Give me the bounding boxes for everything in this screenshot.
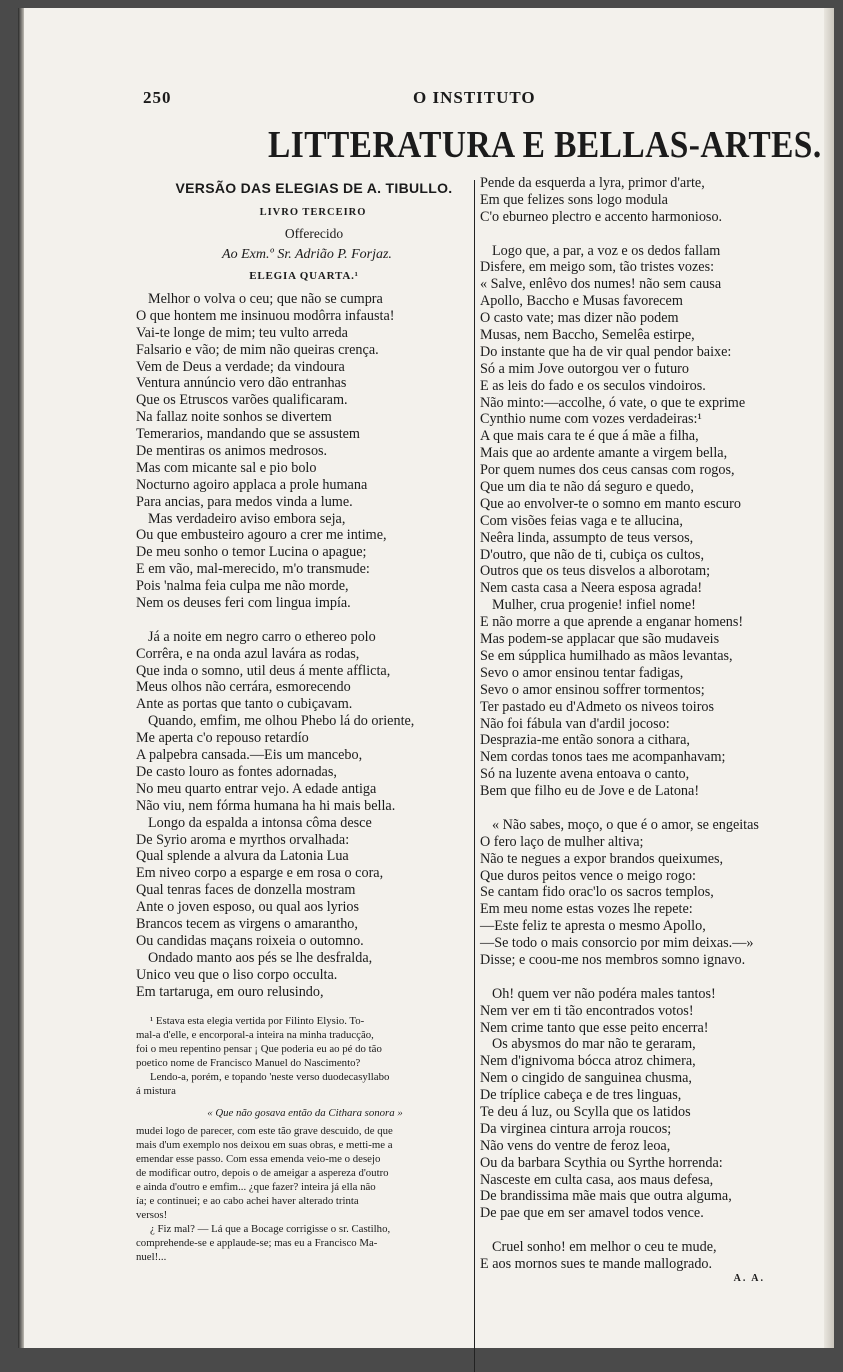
verse-line: De brandissima mãe mais que outra alguma, xyxy=(480,1188,732,1205)
footnote-line: e ainda d'outro e emfim... ¿que fazer? inteira já ella não xyxy=(136,1181,376,1194)
footnote-line: ía; e continuei; e ao cabo achei haver alterado trinta xyxy=(136,1195,359,1208)
footnote-line: mudei logo de parecer, com este tão grave descuido, de que xyxy=(136,1125,393,1138)
verse-line: Sevo o amor ensinou soffrer tormentos; xyxy=(480,681,705,698)
footnote-line: de modificar outro, depois o de ameigar a aspereza d'outro xyxy=(136,1167,389,1180)
verse-line: E as leis do fado e os seculos vindoiros. xyxy=(480,377,706,394)
book-spine xyxy=(18,8,24,1348)
verse-line: « Não sabes, moço, o que é o amor, se engeitas xyxy=(492,816,759,833)
verse-line: Se em súpplica humilhado as mãos levantas, xyxy=(480,647,733,664)
verse-line: Disse; e coou-me nos membros somno ignavo. xyxy=(480,951,746,968)
signature: A. A. xyxy=(733,1272,765,1284)
verse-line: Nasceste em culta casa, aos maus defesa, xyxy=(480,1171,714,1188)
verse-line: Só a mim Jove outorgou ver o futuro xyxy=(480,360,689,377)
verse-line: Qual tenras faces de donzella mostram xyxy=(136,882,356,899)
verse-line: De tríplice cabeça e de tres linguas, xyxy=(480,1087,682,1104)
verse-line: Vem de Deus a verdade; da vindoura xyxy=(136,358,345,375)
verse-line: Que duros peitos vence o meigo rogo: xyxy=(480,867,696,884)
stanza-gap xyxy=(480,969,810,986)
verse-line: Em tartaruga, em ouro relusindo, xyxy=(136,983,324,1000)
verse-line: Que um dia te não dá seguro e quedo, xyxy=(480,479,694,496)
verse-line: De mentiras os animos medrosos. xyxy=(136,443,328,460)
verse-line: —Se todo o mais consorcio por mim deixas.—» xyxy=(480,935,754,952)
verse-line: O que hontem me insinuou modôrra infausta! xyxy=(136,307,395,324)
verse-line: Cynthio nume com vozes verdadeiras:¹ xyxy=(480,411,702,428)
verse-line: Ou da barbara Scythia ou Syrthe horrenda: xyxy=(480,1154,723,1171)
verse-line: Meus olhos não cerrára, esmorecendo xyxy=(136,679,351,696)
verse-line: Me aperta c'o repouso retardío xyxy=(136,730,309,747)
stanza-gap xyxy=(136,612,458,629)
verse-line: Falsario e vão; de mim não queiras crença. xyxy=(136,341,379,358)
verse-line: D'outro, que não de ti, cubiça os cultos, xyxy=(480,546,704,563)
offered-label: Offerecido xyxy=(284,226,344,241)
verse-line: Musas, nem Baccho, Semelêa estirpe, xyxy=(480,327,695,344)
running-title: O INSTITUTO xyxy=(413,88,536,107)
verse-line: Com visões feias vaga e te allucina, xyxy=(480,512,683,529)
footnote-line: poetico nome de Francisco Manuel do Nascimento? xyxy=(136,1057,361,1070)
verse-line: Já a noite em negro carro o ethereo polo xyxy=(148,628,376,645)
verse-line: « Salve, enlêvo dos numes! não sem causa xyxy=(480,276,722,293)
verse-line: Brancos tecem as virgens o amarantho, xyxy=(136,915,358,932)
verse-line: Ante as portas que tanto o cubiçavam. xyxy=(136,696,353,713)
verse-line: Mas verdadeiro aviso embora seja, xyxy=(148,510,346,527)
verse-line: Quando, emfim, me olhou Phebo lá do oriente, xyxy=(148,713,415,730)
verse-line: Para ancias, para medos vinda a lume. xyxy=(136,493,353,510)
verse-line: Mais que ao ardente amante a virgem bella, xyxy=(480,445,728,462)
verse-line: Nocturno agoiro applaca a prole humana xyxy=(136,476,368,493)
verse-line: Ter pastado eu d'Admeto os niveos toiros xyxy=(480,698,715,715)
verse-line: A que mais cara te é que á mãe a filha, xyxy=(480,428,699,445)
verse-line: Mas podem-se applacar que são mudaveis xyxy=(480,631,720,648)
right-column xyxy=(480,175,810,1284)
stanza-gap xyxy=(480,1222,810,1239)
verse-line: Disfere, em meigo som, tão tristes vozes: xyxy=(480,259,715,276)
footnote-line: mal-a d'elle, e encorporal-a inteira na minha traducção, xyxy=(136,1029,374,1042)
dedication: Ao Exm.º Sr. Adrião P. Forjaz. xyxy=(222,247,392,262)
left-column xyxy=(136,175,458,1264)
verse-line: Bem que filho eu de Jove e de Latona! xyxy=(480,783,700,800)
footnote-line: foi o meu repentino pensar ¡ Que poderia eu ao pé do tão xyxy=(136,1043,382,1056)
verse-line: Ou que embusteiro agouro a crer me intime, xyxy=(136,527,387,544)
verse-line: Corrêra, e na onda azul lavára as rodas, xyxy=(136,645,360,662)
footnote-line: Lendo-a, porém, e topando 'neste verso duodecasyllabo xyxy=(150,1071,390,1084)
verse-line: De casto louro as fontes adornadas, xyxy=(136,763,337,780)
footnote-line: ¹ Estava esta elegia vertida por Filinto Elysio. To- xyxy=(150,1015,365,1028)
verse-line: Oh! quem ver não podéra males tantos! xyxy=(492,985,716,1002)
verse-line: O fero laço de mulher altiva; xyxy=(480,833,644,850)
verse-line: Neêra linda, assumpto de teus versos, xyxy=(480,529,694,546)
verse-line: Nem o cingido de sanguinea chusma, xyxy=(480,1070,692,1087)
footnote-line: emendar esse passo. Com essa emenda veio-me o desejo xyxy=(136,1153,381,1166)
page xyxy=(18,8,834,1348)
left-verse-block xyxy=(136,291,458,1000)
verse-line: Unico veu que o liso corpo occulta. xyxy=(136,966,338,983)
verse-line: Logo que, a par, a voz e os dedos fallam xyxy=(492,242,721,259)
footnote-line: comprehende-se e applaude-se; mas eu a Francisco Ma- xyxy=(136,1237,378,1250)
verse-line: Em niveo corpo a esparge e em rosa o cora, xyxy=(136,865,384,882)
footnotes xyxy=(136,1014,458,1264)
verse-line: Outros que os teus disvelos a alborotam; xyxy=(480,563,711,580)
column-divider xyxy=(474,180,475,1372)
verse-line: Não viu, nem fórma humana ha hi mais bella. xyxy=(136,797,396,814)
right-verse-block xyxy=(480,175,810,1273)
page-edge xyxy=(824,8,834,1348)
verse-line: Apollo, Baccho e Musas favorecem xyxy=(480,293,683,310)
verse-line: Desprazia-me então sonora a cithara, xyxy=(480,732,690,749)
verse-line: —Este feliz te apresta o mesmo Apollo, xyxy=(480,918,706,935)
verse-line: Os abysmos do mar não te geraram, xyxy=(492,1036,696,1053)
verse-line: Na fallaz noite sonhos se divertem xyxy=(136,409,332,426)
verse-line: A palpebra cansada.—Eis um mancebo, xyxy=(136,747,363,764)
footnote-line: mais d'um exemplo nos deixou em suas obras, e metti-me a xyxy=(136,1139,393,1152)
verse-line: De Syrio aroma e myrthos orvalhada: xyxy=(136,831,350,848)
verse-line: Ante o joven esposo, ou qual aos lyrios xyxy=(136,899,360,916)
verse-line: Mas com micante sal e pio bolo xyxy=(136,459,317,476)
verse-line: O casto vate; mas dizer não podem xyxy=(480,310,679,327)
verse-line: Nem d'ignivoma bócca atroz chimera, xyxy=(480,1053,696,1070)
verse-line: Que inda o somno, util deus á mente afflicta, xyxy=(136,662,391,679)
verse-line: Temerarios, mandando que se assustem xyxy=(136,426,360,443)
verse-line: Vai-te longe de mim; teu vulto arreda xyxy=(136,324,348,341)
page-number: 250 xyxy=(143,88,172,107)
verse-line: Só na luzente avena entoava o canto, xyxy=(480,766,690,783)
verse-line: Te deu á luz, ou Scylla que os latidos xyxy=(480,1103,691,1120)
verse-line: Sevo o amor ensinou tentar fadigas, xyxy=(480,664,684,681)
verse-line: Não vens do ventre de feroz leoa, xyxy=(480,1137,671,1154)
verse-line: Não te negues a expor brandos queixumes, xyxy=(480,850,724,867)
verse-line: E não morre a que aprende a enganar homens! xyxy=(480,614,744,631)
footnote-line: ¿ Fiz mal? — Lá que a Bocage corrigisse o sr. Castilho, xyxy=(150,1223,391,1236)
verse-line: Pende da esquerda a lyra, primor d'arte, xyxy=(480,175,705,191)
section-title: LITTERATURA E BELLAS-ARTES. xyxy=(268,124,822,166)
verse-line: E aos mornos sues te mande mallogrado. xyxy=(480,1256,713,1272)
verse-line: Ventura annúncio vero dão entranhas xyxy=(136,375,347,392)
verse-line: Nem ver em ti tão encontrados votos! xyxy=(480,1002,694,1019)
verse-line: C'o eburneo plectro e accento harmonioso. xyxy=(480,208,723,225)
verse-line: Em meu nome estas vozes lhe repete: xyxy=(480,901,693,918)
verse-line: Nem crime tanto que esse peito encerra! xyxy=(480,1019,709,1036)
poem-title: VERSÃO DAS ELEGIAS DE A. TIBULLO. xyxy=(175,180,453,196)
stanza-gap xyxy=(480,226,810,243)
verse-line: Que os Etruscos varões qualificaram. xyxy=(136,392,348,409)
verse-line: E em vão, mal-merecido, m'o transmude: xyxy=(136,561,370,578)
verse-line: De pae que em ser amavel todos vence. xyxy=(480,1205,704,1222)
verse-line: Que ao envolver-te o somno em manto escuro xyxy=(480,495,741,512)
footnote-line: nuel!... xyxy=(136,1251,167,1264)
verse-line: Se cantam fido orac'lo os sacros templos, xyxy=(480,884,714,901)
verse-line: Ondado manto aos pés se lhe desfralda, xyxy=(148,949,373,966)
verse-line: Nem os deuses feri com lingua impía. xyxy=(136,595,351,612)
verse-line: Longo da espalda a intonsa côma desce xyxy=(148,814,372,831)
verse-line: Em que felizes sons logo modula xyxy=(480,191,668,208)
verse-line: Pois 'nalma feia culpa me não morde, xyxy=(136,578,349,595)
verse-line: Do instante que ha de vir qual pendor baixe: xyxy=(480,343,732,360)
verse-line: Da virginea cintura arroja roucos; xyxy=(480,1120,672,1137)
footnote-line: á mistura xyxy=(136,1085,176,1098)
verse-line: Nem casta casa a Neera esposa agrada! xyxy=(480,580,703,597)
footnote-quote: « Que não gosava então da Cithara sonora » xyxy=(207,1107,403,1120)
elegy-heading: ELEGIA QUARTA.¹ xyxy=(249,270,359,282)
book-label: LIVRO TERCEIRO xyxy=(259,207,367,218)
verse-line: No meu quarto entrar vejo. A edade antiga xyxy=(136,780,377,797)
verse-line: Mulher, crua progenie! infiel nome! xyxy=(492,597,696,614)
verse-line: Nem cordas tonos taes me acompanhavam; xyxy=(480,749,726,766)
stanza-gap xyxy=(480,800,810,817)
verse-line: Ou candidas maçans roixeia o outomno. xyxy=(136,932,364,949)
verse-line: Melhor o volva o ceu; que não se cumpra xyxy=(148,291,383,307)
verse-line: Não foi fábula van d'ardil jocoso: xyxy=(480,715,670,732)
verse-line: Não minto:—accolhe, ó vate, o que te exprime xyxy=(480,394,746,411)
verse-line: Cruel sonho! em melhor o ceu te mude, xyxy=(492,1239,717,1256)
verse-line: Por quem numes dos ceus cansas com rogos, xyxy=(480,462,735,479)
footnote-line: versos! xyxy=(136,1209,168,1222)
verse-line: De meu sonho o temor Lucina o apague; xyxy=(136,544,367,561)
verse-line: Qual splende a alvura da Latonia Lua xyxy=(136,848,349,865)
